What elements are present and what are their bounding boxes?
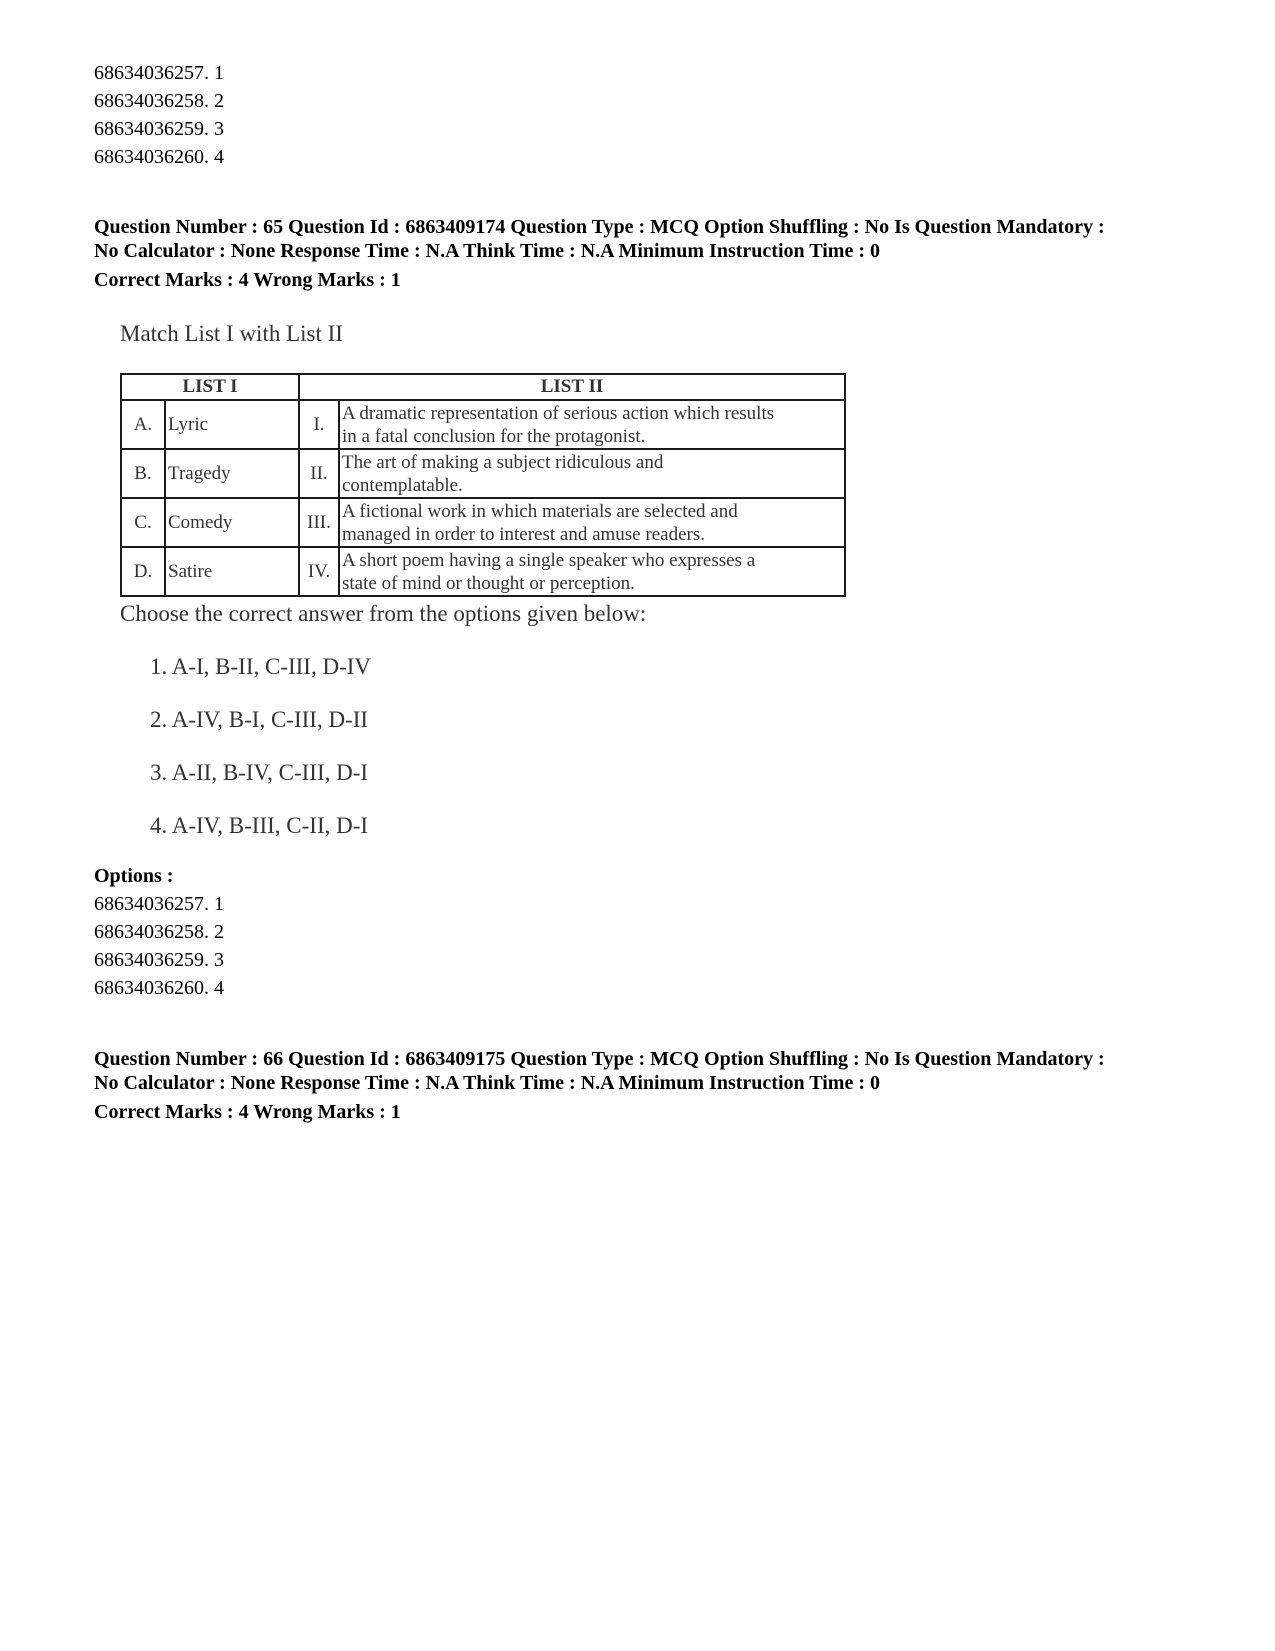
q65-marks: Correct Marks : 4 Wrong Marks : 1 — [94, 269, 401, 291]
row-description-line1: The art of making a subject ridiculous and — [342, 451, 664, 473]
answer-choice-2: 2. A-IV, B-I, C-III, D-II — [150, 707, 369, 732]
row-description — [339, 400, 845, 449]
q66-marks: Correct Marks : 4 Wrong Marks : 1 — [94, 1101, 401, 1123]
table-row — [121, 547, 845, 596]
row-number: III. — [299, 498, 339, 547]
row-number: II. — [299, 449, 339, 498]
row-item: Satire — [165, 547, 299, 596]
answer-choice-4: 4. A-IV, B-III, C-II, D-I — [150, 813, 369, 838]
q65-choose-instruction: Choose the correct answer from the options given below: — [120, 601, 647, 626]
q65-option-1: 68634036257. 1 — [94, 893, 224, 915]
table-row — [121, 449, 845, 498]
answer-choice-1: 1. A-I, B-II, C-III, D-IV — [150, 654, 371, 679]
match-table-header — [121, 374, 845, 400]
row-description-line2: managed in order to interest and amuse readers. — [342, 523, 705, 545]
row-description-line1: A short poem having a single speaker who expresses a — [342, 549, 756, 571]
row-description-line1: A fictional work in which materials are selected and — [342, 500, 738, 522]
row-description-line1: A dramatic representation of serious action which results — [342, 402, 775, 424]
prev-option-3: 68634036259. 3 — [94, 118, 224, 140]
q65-meta-line2: No Calculator : None Response Time : N.A Think Time : N.A Minimum Instruction Time : 0 — [94, 240, 880, 262]
row-label: C. — [121, 498, 165, 547]
table-row — [121, 498, 845, 547]
prev-option-1: 68634036257. 1 — [94, 62, 224, 84]
q66-meta-line2: No Calculator : None Response Time : N.A Think Time : N.A Minimum Instruction Time : 0 — [94, 1072, 880, 1094]
q65-intro: Match List I with List II — [120, 321, 343, 346]
q65-option-2: 68634036258. 2 — [94, 921, 224, 943]
row-number: IV. — [299, 547, 339, 596]
prev-option-2: 68634036258. 2 — [94, 90, 224, 112]
table-row — [121, 400, 845, 449]
header-list-2: LIST II — [299, 374, 845, 400]
row-description — [339, 449, 845, 498]
q65-options-label: Options : — [94, 865, 174, 887]
row-number: I. — [299, 400, 339, 449]
prev-option-4: 68634036260. 4 — [94, 146, 224, 168]
row-label: B. — [121, 449, 165, 498]
q65-meta-line1: Question Number : 65 Question Id : 6863409174 Question Type : MCQ Option Shuffling : No Is Question Mandatory : — [94, 216, 1105, 238]
row-description — [339, 498, 845, 547]
q65-question-image — [110, 310, 870, 880]
row-item: Lyric — [165, 400, 299, 449]
row-description-line2: in a fatal conclusion for the protagonist. — [342, 425, 646, 447]
row-label: D. — [121, 547, 165, 596]
header-list-1: LIST I — [121, 374, 299, 400]
row-description — [339, 547, 845, 596]
answer-choice-3: 3. A-II, B-IV, C-III, D-I — [150, 760, 369, 785]
row-label: A. — [121, 400, 165, 449]
q66-meta-line1: Question Number : 66 Question Id : 6863409175 Question Type : MCQ Option Shuffling : No Is Question Mandatory : — [94, 1048, 1105, 1070]
row-item: Comedy — [165, 498, 299, 547]
row-description-line2: contemplatable. — [342, 474, 463, 496]
q65-option-4: 68634036260. 4 — [94, 977, 224, 999]
row-item: Tragedy — [165, 449, 299, 498]
match-table — [120, 373, 846, 597]
row-description-line2: state of mind or thought or perception. — [342, 572, 635, 594]
q65-option-3: 68634036259. 3 — [94, 949, 224, 971]
